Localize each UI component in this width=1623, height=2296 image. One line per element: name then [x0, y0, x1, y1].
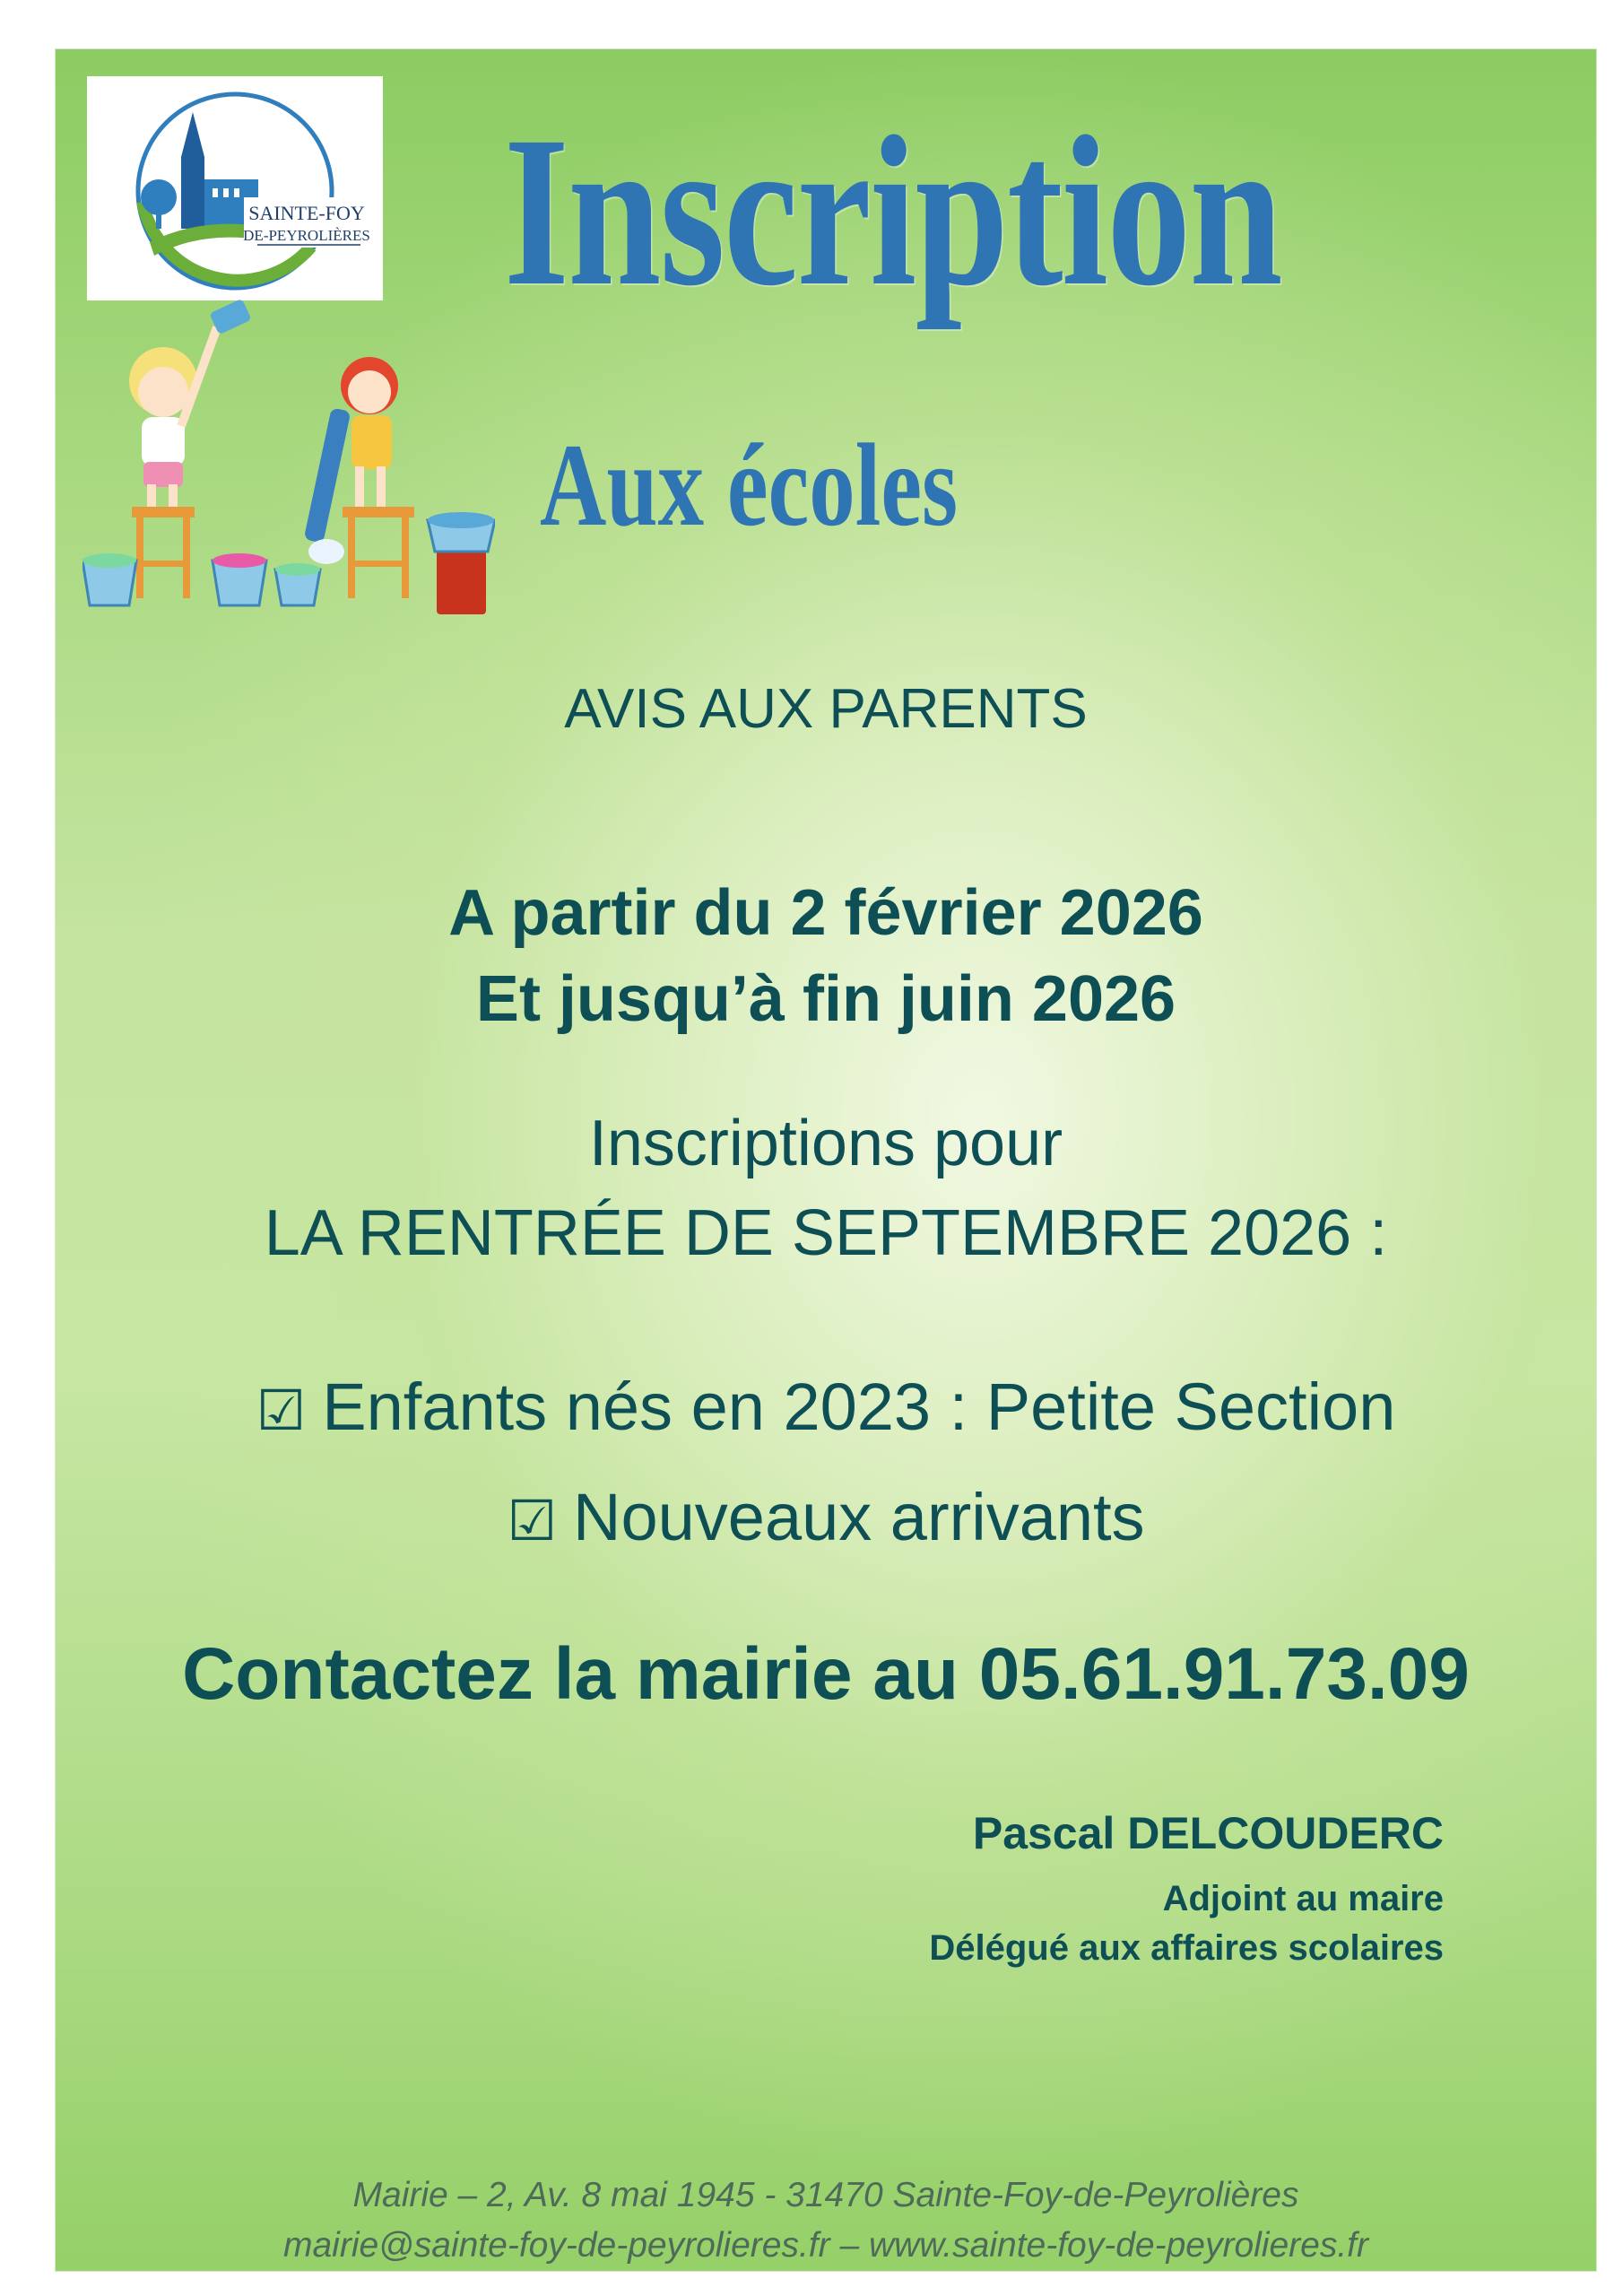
checklist [56, 1354, 1596, 1575]
footer [56, 2170, 1596, 2271]
checklist-item [56, 1354, 1596, 1465]
kids-painting-illustration [82, 291, 495, 623]
date-end: Et jusqu’à fin juin 2026 [475, 963, 1176, 1035]
inscription-heading [56, 1099, 1596, 1278]
checkbox-icon: ☑ [256, 1380, 307, 1442]
date-start: A partir du 2 février 2026 [448, 877, 1203, 949]
logo-line2: DE-PEYROLIÈRES [243, 227, 370, 244]
inscription-line-2: LA RENTRÉE DE SEPTEMBRE 2026 : [264, 1197, 1388, 1269]
checklist-item-label: Enfants nés en 2023 : Petite Section [322, 1370, 1396, 1444]
checklist-item [56, 1465, 1596, 1575]
logo-line1: SAINTE-FOY [248, 202, 365, 224]
logo-emblem-icon [87, 76, 383, 300]
notice-heading: AVIS AUX PARENTS [564, 678, 1088, 740]
inscription-line-1: Inscriptions pour [588, 1108, 1063, 1179]
checklist-item-label: Nouveaux arrivants [573, 1480, 1145, 1554]
kids-painting-icon [82, 291, 495, 623]
contact-phone: Contactez la mairie au 05.61.91.73.09 [182, 1633, 1470, 1715]
registration-dates [56, 870, 1596, 1042]
footer-address: Mairie – 2, Av. 8 mai 1945 - 31470 Sainte-Foy-de-Peyrolières [352, 2176, 1299, 2214]
poster [56, 49, 1596, 2271]
checkbox-icon: ☑ [507, 1491, 558, 1552]
footer-contact-links[interactable]: mairie@sainte-foy-de-peyrolieres.fr – www.sainte-foy-de-peyrolieres.fr [282, 2226, 1368, 2265]
sainte-foy-logo [87, 76, 383, 300]
signature-name: Pascal DELCOUDERC [972, 1808, 1444, 1858]
signature-role-2: Délégué aux affaires scolaires [929, 1928, 1444, 1968]
page-subtitle: Aux écoles [540, 419, 959, 551]
signature-role-1: Adjoint au maire [1162, 1879, 1444, 1918]
page-title: Inscription [504, 91, 1282, 330]
